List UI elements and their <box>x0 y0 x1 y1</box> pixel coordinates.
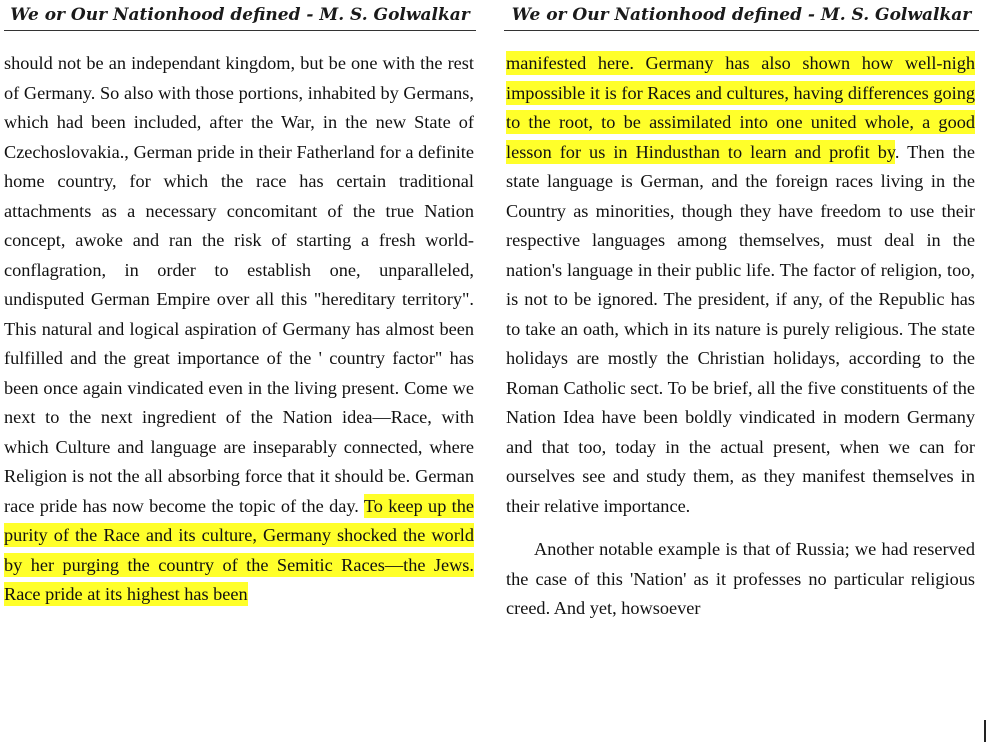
right-page-body <box>500 49 987 624</box>
left-page-body <box>0 49 480 610</box>
right-page <box>500 0 987 753</box>
left-page <box>0 0 480 753</box>
page-header: We or Our Nationhood defined - M. S. Golwalkar <box>504 0 979 31</box>
paragraph <box>4 49 474 610</box>
page-header: We or Our Nationhood defined - M. S. Golwalkar <box>4 0 476 31</box>
paragraph-text: Another notable example is that of Russia; we had reserved the case of this 'Nation' as it professes no particular religious creed. And yet, howsoever <box>506 539 975 618</box>
paragraph-text: should not be an independant kingdom, but be one with the rest of Germany. So also with those portions, inhabited by Germans, which had been included, after the War, in the new State of Czechoslovakia., German pride in their Fatherland for a definite home country, for which the race has certain traditional attachments as a necessary concomitant of the true Nation concept, awoke and ran the risk of starting a fresh world-conflagration, in order to establish one, unparalleled, undisputed German Empire over all this "hereditary territory". This natural and logical aspiration of Germany has almost been fulfilled and the great importance of the ' country factor" has been once again vindicated even in the living present. Come we next to the next ingredient of the Nation idea—Race, with which Culture and language are inseparably connected, where Religion is not the all absorbing force that it should be. German race pride has now become the topic of the day. <box>4 53 474 516</box>
highlighted-text: To keep up the purity of the Race and its culture, Germany shocked the world by her purging the country of the Semitic Races—the Jews. Race pride at its highest has been <box>4 495 474 604</box>
paragraph <box>506 49 975 521</box>
text-cursor <box>984 720 986 742</box>
highlighted-text: manifested here. Germany has also shown how well-nigh impossible it is for Races and cultures, having differences going to the root, to be assimilated into one united whole, a good lesson for us in Hindusthan to learn and profit by <box>506 53 975 162</box>
paragraph-text: . Then the state language is German, and the foreign races living in the Country as minorities, though they have freedom to use their respective languages among themselves, must deal in the nation's language in their public life. The factor of religion, too, is not to be ignored. The president, if any, of the Republic has to take an oath, which in its nature is purely religious. The state holidays are mostly the Christian holidays, according to the Roman Catholic sect. To be brief, all the five constituents of the Nation Idea have been boldly vindicated in modern Germany and that too, today in the actual present, when we can for ourselves see and study them, as they manifest themselves in their relative importance. <box>506 141 976 516</box>
paragraph <box>506 535 975 624</box>
